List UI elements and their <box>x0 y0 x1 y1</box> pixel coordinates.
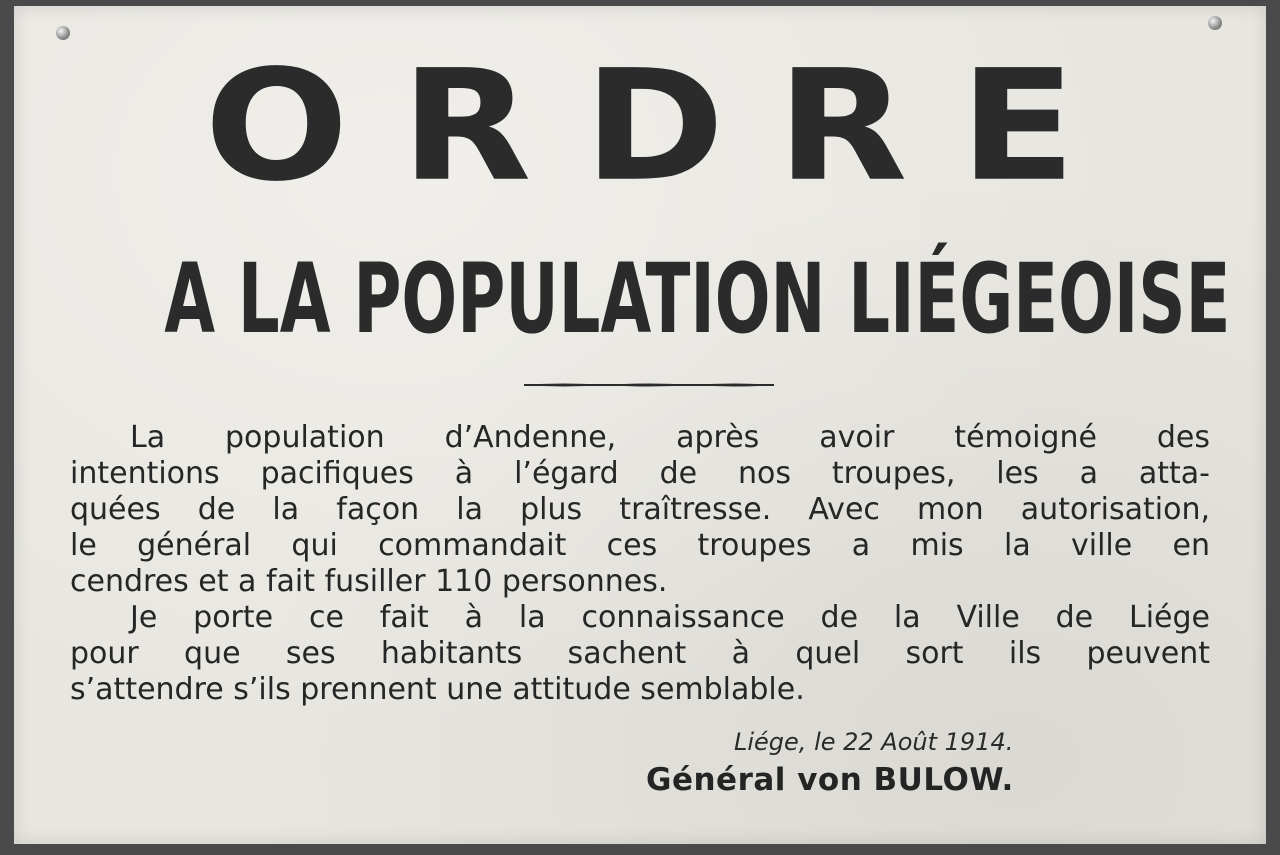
body-line: le général qui commandait ces troupes a mis la ville en <box>70 528 1210 563</box>
poster-signature: Général von BULOW. <box>646 762 1014 798</box>
body-line: intentions pacifiques à l’égard de nos troupes, les a atta- <box>70 456 1210 491</box>
body-line: cendres et a fait fusiller 110 personnes. <box>70 564 668 599</box>
body-line: s’attendre s’ils prennent une attitude semblable. <box>70 672 805 707</box>
body-line: quées de la façon la plus traîtresse. Avec mon autorisation, <box>70 492 1210 527</box>
poster-date: Liége, le 22 Août 1914. <box>734 728 1014 756</box>
poster <box>14 6 1266 844</box>
pin-icon <box>56 26 70 40</box>
poster-subtitle: A LA POPULATION LIÉGEOISE <box>164 243 1231 355</box>
body-line: Je porte ce fait à la connaissance de la Ville de Liége <box>130 600 1210 635</box>
pin-icon <box>1208 16 1222 30</box>
body-line: La population d’Andenne, après avoir témoigné des <box>130 420 1210 455</box>
decorative-rule <box>524 382 774 388</box>
poster-title: ORDRE <box>204 37 1128 216</box>
body-line: pour que ses habitants sachent à quel sort ils peuvent <box>70 636 1210 671</box>
poster-body <box>70 420 1210 708</box>
